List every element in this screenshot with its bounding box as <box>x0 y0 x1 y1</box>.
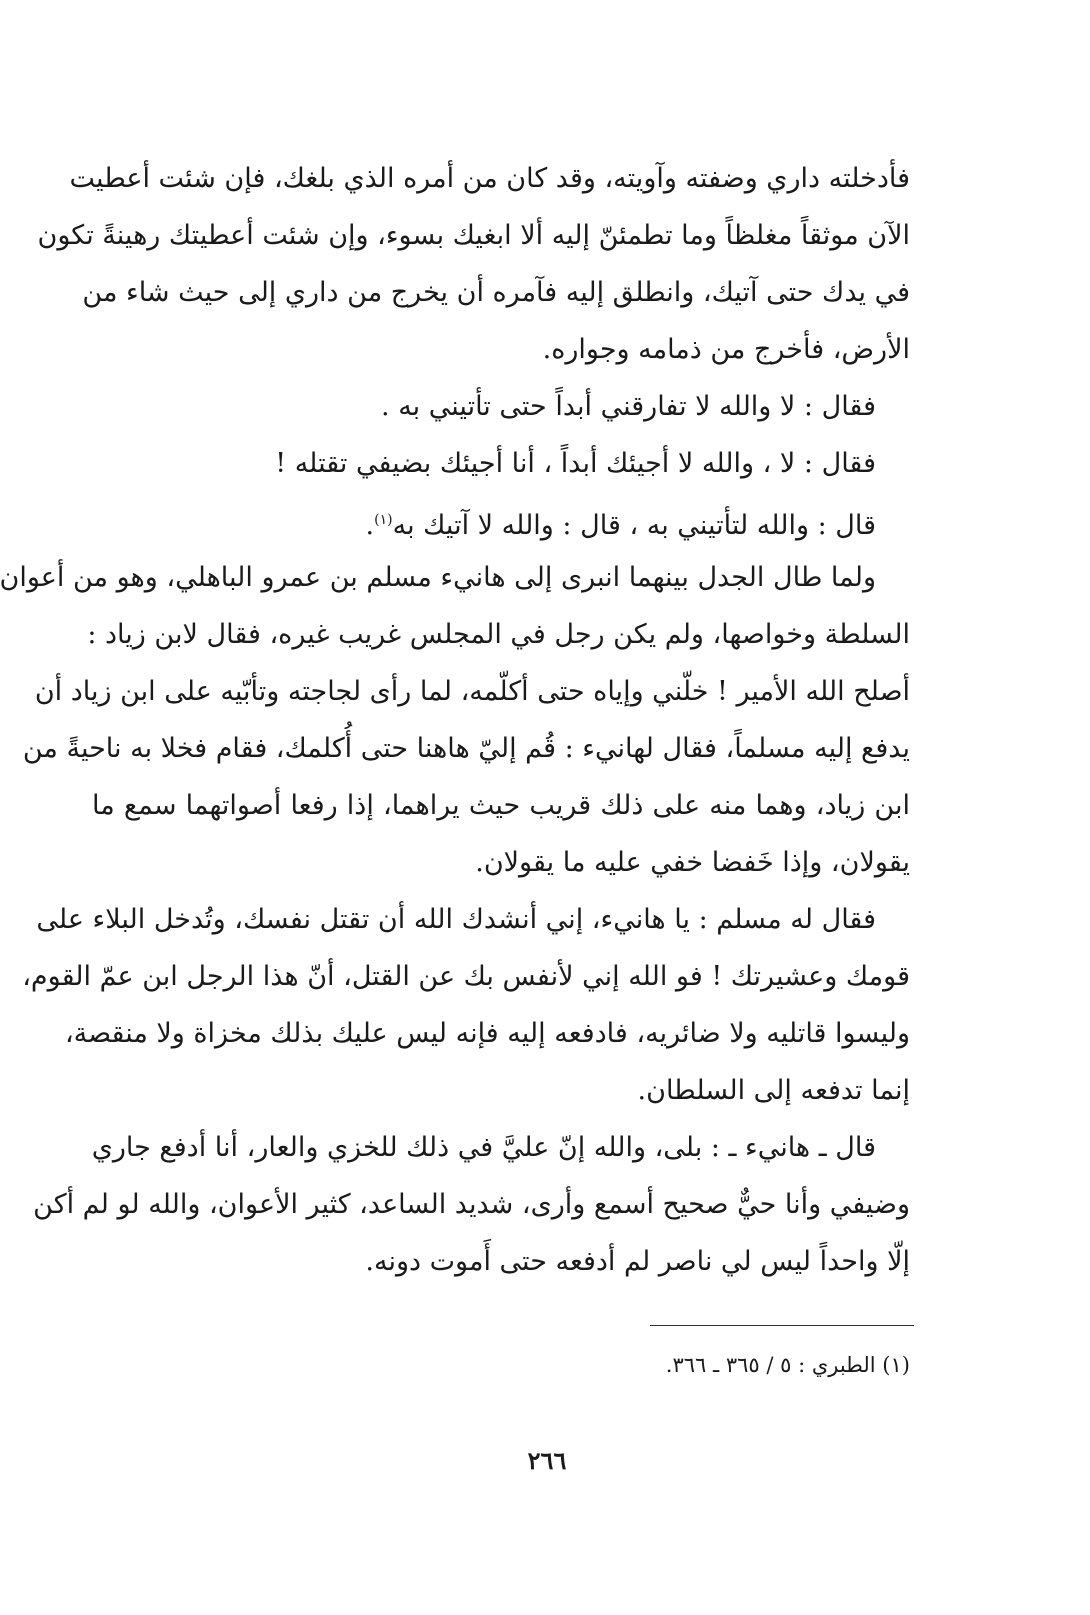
paragraph <box>33 1119 910 1290</box>
text-line: يدفع إليه مسلماً، فقال لهانيء : قُم إليّ هاهنا حتى أُكلمك، فقام فخلا به ناحيةً من <box>22 733 910 764</box>
text-line: ابن زياد، وهما منه على ذلك قريب حيث يراهما، إذا رفعا أصواتهما سمع ما <box>92 790 910 821</box>
text-line: ولما طال الجدل بينهما انبرى إلى هانيء مسلم بن عمرو الباهلي، وهو من أعوان <box>0 562 876 593</box>
text-line: وضيفي وأنا حيٌّ صحيح أسمع وأرى، شديد الساعد، كثير الأعوان، والله لو لم أكن <box>33 1189 910 1220</box>
text-line: في يدك حتى آتيك، وانطلق إليه فآمره أن يخرج من داري إلى حيث شاء من <box>82 277 910 308</box>
dialogue-text: قال : والله لتأتيني به ، قال : والله لا آتيك به <box>392 510 876 541</box>
text-line: أصلح الله الأمير ! خلّني وإياه حتى أكلّمه، لما رأى لجاجته وتأبّيه على ابن زياد أن <box>34 676 910 707</box>
text-line: الآن موثقاً مغلظاً وما تطمئنّ إليه ألا ابغيك بسوء، وإن شئت أعطيتك رهينةً تكون <box>37 220 910 251</box>
footnote: (١) الطبري : ٥ / ٣٦٥ ـ ٣٦٦. <box>665 1353 910 1377</box>
text-line: قال ـ هانيء ـ : بلى، والله إنّ عليَّ في ذلك للخزي والعار، أنا أدفع جاري <box>91 1132 876 1163</box>
page-body <box>0 150 910 1290</box>
footnote-divider <box>650 1325 914 1326</box>
dialogue-end: . <box>365 510 375 541</box>
text-line: فأدخلته داري وضفته وآويته، وقد كان من أمره الذي بلغك، فإن شئت أعطيت <box>69 163 910 194</box>
text-line: الأرض، فأخرج من ذمامه وجواره. <box>542 334 910 365</box>
text-line: وليسوا قاتليه ولا ضائريه، فادفعه إليه فإنه ليس عليك بذلك مخزاة ولا منقصة، <box>64 1018 910 1049</box>
text-line: قومك وعشيرتك ! فو الله إني لأنفس بك عن القتل، أنّ هذا الرجل ابن عمّ القوم، <box>22 961 910 992</box>
dialogue-line: فقال : لا والله لا تفارقني أبداً حتى تأتيني به . <box>381 391 876 422</box>
text-line: فقال له مسلم : يا هانيء، إني أنشدك الله أن تقتل نفسك، وتُدخل البلاء على <box>36 904 876 935</box>
text-line: يقولان، وإذا خَفضا خفي عليه ما يقولان. <box>475 847 910 878</box>
dialogue-line: فقال : لا ، والله لا أجيئك أبداً ، أنا أجيئك بضيفي تقتله ! <box>275 448 876 479</box>
text-line: إلّا واحداً ليس لي ناصر لم أدفعه حتى أَموت دونه. <box>365 1246 910 1277</box>
page-number: ٢٦٦ <box>527 1446 567 1475</box>
dialogue-line <box>92 492 910 549</box>
text-line: السلطة وخواصها، ولم يكن رجل في المجلس غريب غيره، فقال لابن زياد : <box>87 619 910 650</box>
dialogue-block <box>92 378 910 549</box>
paragraph <box>0 549 910 891</box>
paragraph <box>22 891 910 1119</box>
footnote-reference: (١) <box>374 512 393 528</box>
text-line: إنما تدفعه إلى السلطان. <box>637 1075 910 1106</box>
paragraph <box>37 150 910 378</box>
